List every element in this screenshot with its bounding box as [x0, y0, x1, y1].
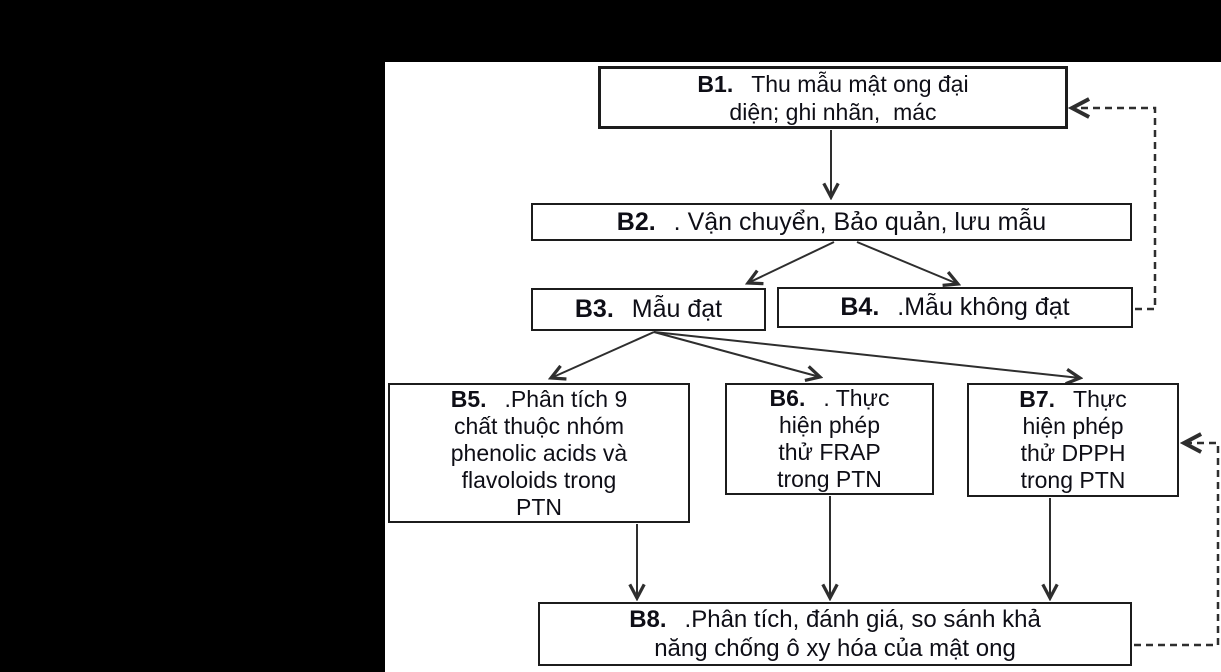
step-text: trong PTN — [777, 466, 882, 492]
step-text: thử FRAP — [778, 439, 881, 465]
step-text: .Phân tích, đánh giá, so sánh khả — [684, 606, 1041, 633]
box-line — [697, 70, 968, 98]
flowchart-box-b1 — [598, 66, 1068, 129]
flowchart-box-b2 — [531, 203, 1132, 241]
step-code-b5: B5. — [450, 385, 487, 412]
step-text: hiện phép — [778, 412, 881, 438]
flowchart-box-b4 — [777, 287, 1133, 328]
step-text: chất thuộc nhóm — [453, 412, 625, 439]
step-code-b7: B7. — [1019, 386, 1056, 412]
step-text: diện; ghi nhãn, mác — [729, 98, 937, 125]
box-line — [617, 208, 1046, 237]
step-text: trong PTN — [1020, 467, 1126, 493]
flowchart-box-b8 — [538, 602, 1132, 666]
step-text: .Mẫu không đạt — [897, 293, 1070, 321]
step-code-b3: B3. — [574, 295, 614, 323]
box-line — [840, 293, 1069, 322]
step-code-b4: B4. — [840, 293, 880, 321]
step-text: . Vận chuyển, Bảo quản, lưu mẫu — [673, 207, 1047, 236]
step-code-b8: B8. — [629, 606, 667, 633]
step-text: Mẫu đạt — [631, 295, 723, 323]
box-line — [1019, 386, 1127, 413]
step-text: phenolic acids và — [450, 439, 628, 466]
step-text: PTN — [516, 493, 562, 520]
step-text: flavoloids trong — [461, 466, 617, 493]
diagram-canvas — [385, 62, 1221, 672]
box-line — [451, 386, 628, 413]
step-code-b6: B6. — [769, 385, 806, 411]
flowchart-box-b6 — [725, 383, 934, 495]
flowchart-box-b3 — [531, 288, 766, 331]
flowchart-box-b5 — [388, 383, 690, 523]
step-text: hiện phép — [1022, 413, 1124, 439]
step-text: thử DPPH — [1020, 440, 1126, 466]
step-text: năng chống ô xy hóa của mật ong — [654, 635, 1016, 662]
step-text: .Phân tích 9 — [504, 385, 628, 412]
box-line — [770, 385, 890, 412]
box-line — [575, 295, 722, 324]
box-line — [629, 605, 1041, 634]
step-text: Thực — [1073, 386, 1127, 412]
step-code-b1: B1. — [697, 70, 734, 97]
step-text: Thu mẫu mật ong đại — [751, 70, 969, 97]
step-code-b2: B2. — [616, 207, 656, 236]
step-text: . Thực — [823, 385, 890, 411]
flowchart-box-b7 — [967, 383, 1179, 497]
